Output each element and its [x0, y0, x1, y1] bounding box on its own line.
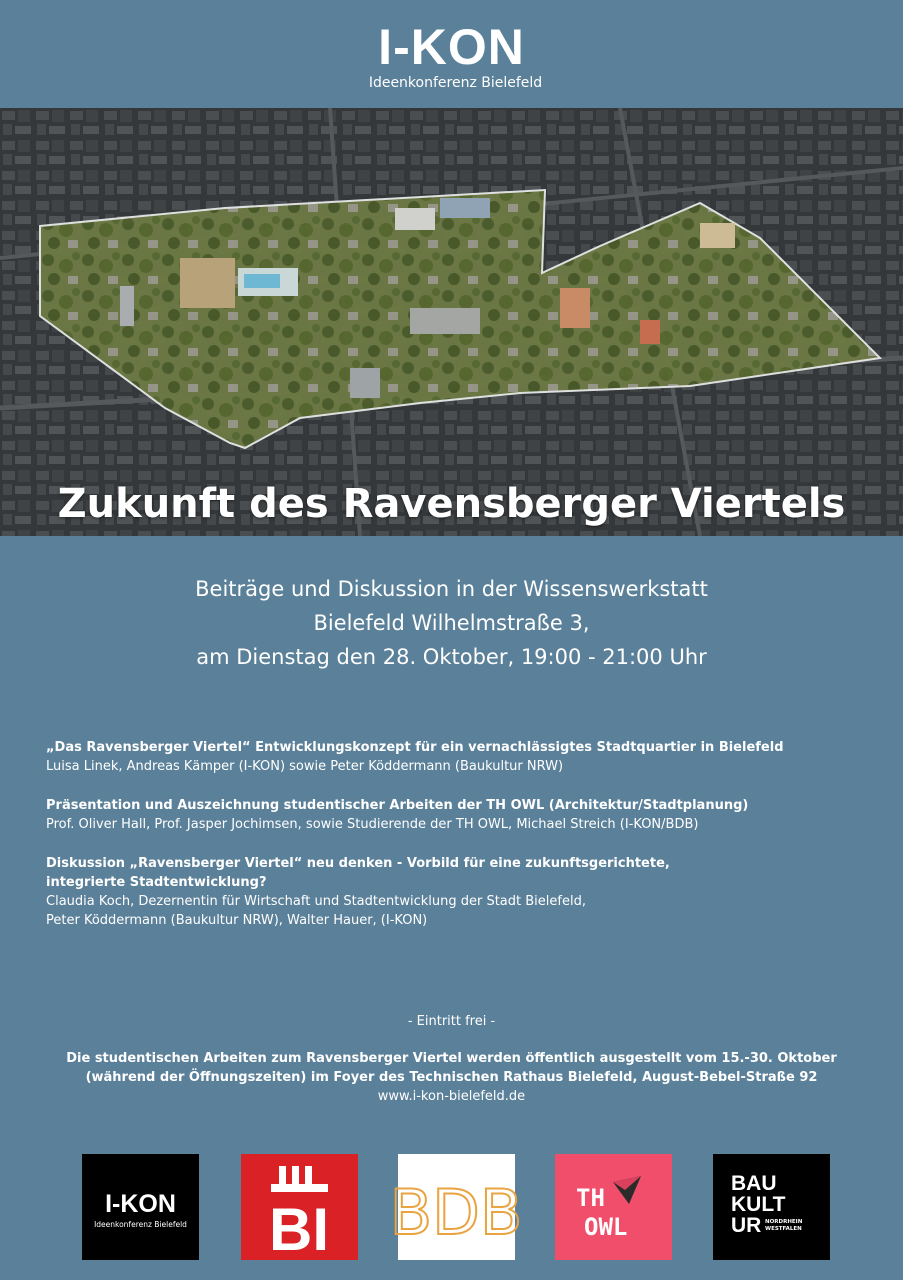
baukultur-logo: [713, 1154, 830, 1260]
exhibit-note: (während der Öffnungszeiten) im Foyer des Technischen Rathaus Bielefeld, August-Bebel-Straße 92: [85, 1070, 818, 1085]
free-entry-note: - Eintritt frei -: [407, 1014, 496, 1029]
program-item: [46, 738, 876, 776]
baukultur-logo-line1: BAU: [731, 1172, 777, 1195]
baukultur-logo-region: [765, 1219, 802, 1233]
program-item-speakers: Prof. Oliver Hall, Prof. Jasper Jochimsen, sowie Studierende der TH OWL, Michael Streich (I-KON/BDB): [46, 817, 699, 832]
intro-line-venue: Beiträge und Diskussion in der Wissenswerkstatt: [195, 577, 708, 601]
program-list: [46, 738, 876, 950]
baukultur-logo-line3: UR: [731, 1214, 762, 1237]
program-item-speakers: Peter Köddermann (Baukultur NRW), Walter Hauer, (I-KON): [46, 913, 428, 928]
bdb-logo-text: BDB: [389, 1176, 523, 1249]
program-item: [46, 796, 876, 834]
bielefeld-logo-text: BI: [269, 1196, 329, 1263]
poster-title: Zukunft des Ravensberger Viertels: [57, 481, 846, 527]
ikon-logo: [82, 1154, 199, 1260]
program-item-title: „Das Ravensberger Viertel“ Entwicklungskonzept für ein vernachlässigtes Stadtquartier in Bielefeld: [46, 740, 784, 755]
sponsor-logos: [82, 1154, 834, 1262]
baukultur-logo-region-2: WESTFALEN: [765, 1226, 802, 1232]
event-intro: [0, 572, 903, 674]
ikon-logo-title: I-KON: [105, 1190, 176, 1218]
program-item-title: Diskussion „Ravensberger Viertel“ neu denken - Vorbild für eine zukunftsgerichtete,: [46, 856, 670, 871]
header: [0, 0, 903, 108]
th-owl-logo: [555, 1154, 672, 1260]
footer: [0, 1012, 903, 1106]
ikon-logo-subtitle: Ideenkonferenz Bielefeld: [94, 1220, 187, 1229]
th-owl-logo-line2: OWL: [584, 1213, 628, 1241]
bdb-logo: [389, 1154, 523, 1260]
intro-line-address: Bielefeld Wilhelmstraße 3,: [313, 611, 590, 635]
baukultur-logo-region-1: NORDRHEIN: [765, 1219, 803, 1225]
aerial-map-image: [0, 108, 903, 536]
program-item-title: integrierte Stadtentwicklung?: [46, 875, 267, 890]
website-link[interactable]: www.i-kon-bielefeld.de: [377, 1089, 526, 1104]
program-item-speakers: Claudia Koch, Dezernentin für Wirtschaft und Stadtentwicklung der Stadt Bielefeld,: [46, 894, 586, 909]
program-item: [46, 854, 876, 930]
ikon-logo-subtitle: Ideenkonferenz Bielefeld: [368, 75, 543, 91]
exhibit-note: Die studentischen Arbeiten zum Ravensberger Viertel werden öffentlich ausgestellt vom 15.-30. Oktober: [66, 1051, 837, 1066]
th-owl-logo-line1: TH: [576, 1184, 605, 1212]
baukultur-logo-line2: KULT: [731, 1193, 786, 1216]
program-item-title: Präsentation und Auszeichnung studentischer Arbeiten der TH OWL (Architektur/Stadtplanung): [46, 798, 749, 813]
program-item-speakers: Luisa Linek, Andreas Kämper (I-KON) sowie Peter Köddermann (Baukultur NRW): [46, 759, 564, 774]
bielefeld-logo: [241, 1154, 358, 1263]
ikon-logo-title: I-KON: [378, 19, 525, 75]
intro-line-datetime: am Dienstag den 28. Oktober, 19:00 - 21:00 Uhr: [196, 645, 707, 669]
